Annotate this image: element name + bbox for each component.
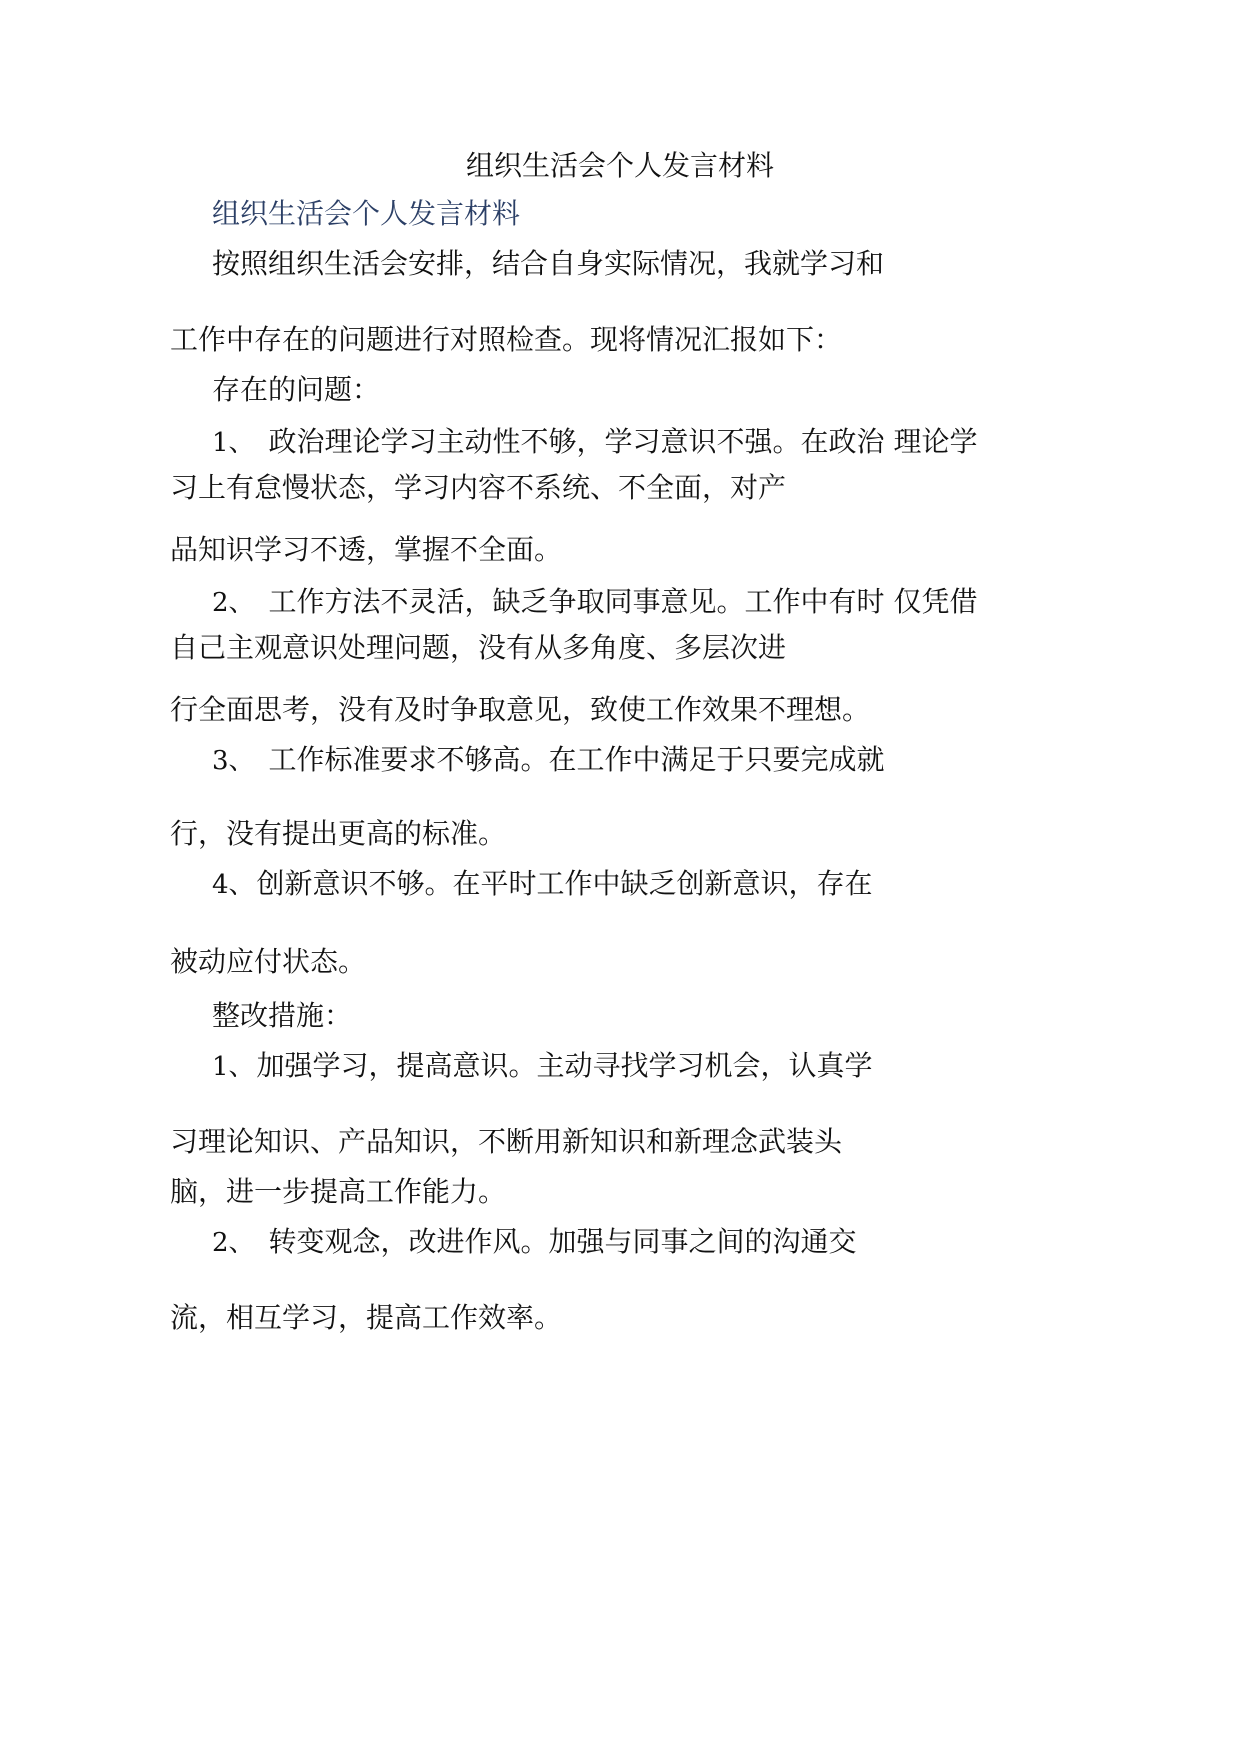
problem-2-text: 工作方法不灵活，缺乏争取同事意见。工作中有时 仅凭借: [268, 585, 978, 618]
problem-1-number: 1、: [212, 428, 255, 458]
problem-3-line-1: [212, 742, 885, 779]
problem-3-number: 3、: [212, 746, 255, 776]
problem-4-text: 创新意识不够。在平时工作中缺乏创新意识，存在: [256, 867, 873, 900]
problem-1-line-1: [212, 424, 977, 461]
problem-3-line-2: 行，没有提出更高的标准。: [170, 817, 507, 850]
intro-line-2: 工作中存在的问题进行对照检查。现将情况汇报如下：: [170, 323, 843, 356]
measure-1-number: 1、: [212, 1052, 255, 1082]
measure-2-number: 2、: [212, 1228, 255, 1258]
problem-4-line-2: 被动应付状态。: [170, 945, 367, 978]
problem-2-line-1: [212, 584, 977, 621]
measure-1-line-1: [212, 1048, 873, 1085]
problem-3-text: 工作标准要求不够高。在工作中满足于只要完成就: [268, 743, 885, 776]
intro-line-1: 按照组织生活会安排，结合自身实际情况，我就学习和: [212, 247, 885, 280]
problem-1-line-2: 习上有怠慢状态，学习内容不系统、不全面，对产: [170, 471, 787, 504]
measure-1-line-2: 习理论知识、产品知识，不断用新知识和新理念武装头: [170, 1125, 843, 1158]
measure-2-line-1: [212, 1224, 857, 1261]
problem-4-line-1: [212, 866, 873, 903]
problem-2-line-3: 行全面思考，没有及时争取意见，致使工作效果不理想。: [170, 693, 871, 726]
problem-1-text: 政治理论学习主动性不够，学习意识不强。在政治 理论学: [268, 425, 978, 458]
document-subtitle: 组织生活会个人发言材料: [212, 197, 521, 230]
problems-heading: 存在的问题：: [212, 373, 381, 406]
document-title: 组织生活会个人发言材料: [465, 149, 774, 182]
problem-4-number: 4、: [212, 870, 255, 900]
measure-2-text: 转变观念，改进作风。加强与同事之间的沟通交: [268, 1225, 857, 1258]
measures-heading: 整改措施：: [212, 999, 353, 1032]
problem-1-line-3: 品知识学习不透，掌握不全面。: [170, 533, 563, 566]
problem-2-line-2: 自己主观意识处理问题，没有从多角度、多层次进: [170, 631, 787, 664]
measure-1-line-3: 脑，进一步提高工作能力。: [170, 1175, 507, 1208]
measure-1-text: 加强学习，提高意识。主动寻找学习机会，认真学: [256, 1049, 873, 1082]
measure-2-line-2: 流，相互学习，提高工作效率。: [170, 1301, 563, 1334]
problem-2-number: 2、: [212, 588, 255, 618]
